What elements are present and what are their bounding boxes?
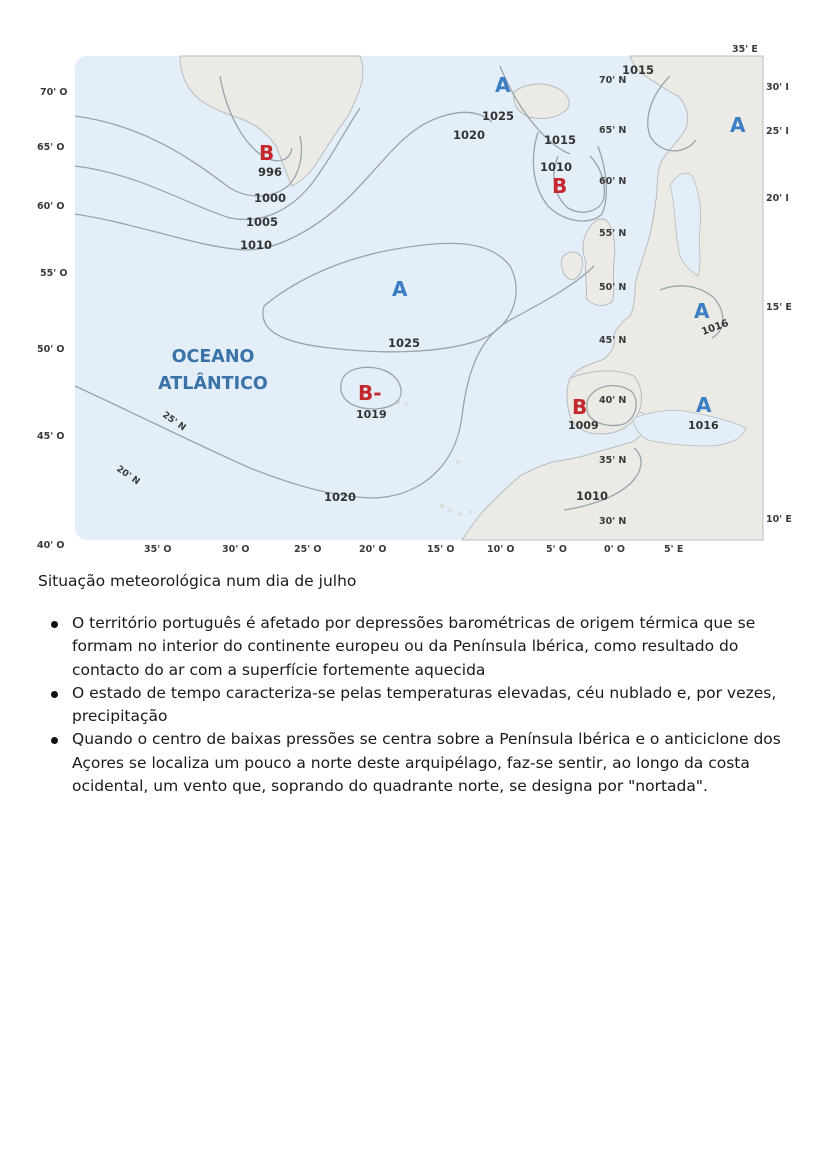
lat-label: 55' O <box>40 268 68 279</box>
high-pressure-symbol: A <box>694 299 710 323</box>
lon-label-right: 15' E <box>766 302 792 313</box>
isobar-value: 1015 <box>622 63 655 77</box>
isobar-value: 1025 <box>482 109 515 123</box>
isobar-value: 996 <box>258 165 283 179</box>
canary-island <box>458 512 462 516</box>
lat-label-inner: 40' N <box>599 395 627 406</box>
lat-label: 65' O <box>37 142 65 153</box>
high-pressure-symbol: A <box>392 277 408 301</box>
canary-island <box>448 508 452 512</box>
bullet-list <box>38 612 798 798</box>
lon-label: 0' O <box>604 544 625 555</box>
lon-label-right: 30' I <box>766 82 789 93</box>
bullet-dot-icon <box>51 621 58 628</box>
lat-label: 40' O <box>37 540 65 551</box>
lat-label-inner: 65' N <box>599 125 627 136</box>
lat-label: 50' O <box>37 344 65 355</box>
weather-map <box>30 36 802 560</box>
ocean-label-line2: ATLÂNTICO <box>158 374 268 394</box>
lon-label: 5' O <box>546 544 567 555</box>
isobar-value: 1025 <box>388 336 421 350</box>
low-pressure-symbol: B- <box>358 381 382 405</box>
lat-label-inner: 50' N <box>599 282 627 293</box>
lon-label-right: 10' E <box>766 514 792 525</box>
lon-label: 20' O <box>359 544 387 555</box>
bullet-item <box>38 612 798 682</box>
isobar-value: 1020 <box>453 128 486 142</box>
lon-label: 10' O <box>487 544 515 555</box>
isobar-value: 1000 <box>254 191 287 205</box>
bullet-text: O estado de tempo caracteriza-se pelas temperaturas elevadas, céu nublado e, por vezes, precipitação <box>72 683 777 726</box>
low-pressure-symbol: B <box>259 141 275 165</box>
bullet-dot-icon <box>51 691 58 698</box>
low-pressure-value: 1019 <box>356 408 387 421</box>
lon-label: 30' O <box>222 544 250 555</box>
high-pressure-symbol: A <box>495 73 511 97</box>
bullet-item <box>38 682 798 729</box>
azores-island <box>404 402 407 405</box>
isobar-value: 1020 <box>324 490 357 504</box>
bullet-dot-icon <box>51 737 58 744</box>
bullet-item <box>38 728 798 798</box>
lon-label-right: 35' E <box>732 44 758 55</box>
isobar-value: 1010 <box>576 489 609 503</box>
lat-label-inner: 55' N <box>599 228 627 239</box>
map-caption: Situação meteorológica num dia de julho <box>38 572 357 590</box>
lat-label: 45' O <box>37 431 65 442</box>
lon-label: 15' O <box>427 544 455 555</box>
lat-label-inner: 30' N <box>599 516 627 527</box>
diagonal-lat-label: 25' N <box>160 410 188 434</box>
isobar-value: 1015 <box>544 133 577 147</box>
isobar-value: 1010 <box>240 238 273 252</box>
bullet-text: Quando o centro de baixas pressões se centra sobre a Península lbérica e o anticiclone dos Açores se localiza um pouco a norte deste arquipélago, faz-se sentir, ao longo da costa ocidental, um vento que, soprando do quadrante norte, se designa por "nortada". <box>72 730 781 796</box>
canary-island <box>468 510 471 513</box>
lat-label-inner: 70' N <box>599 75 627 86</box>
bullet-text: O território português é afetado por depressões barométricas de origem térmica que se formam no interior do continente europeu ou da Península lbérica, como resultado do contacto do ar com a superfície fortemente aquecida <box>72 614 756 679</box>
high-pressure-symbol: A <box>696 393 712 417</box>
diagonal-lat-label: 20' N <box>114 464 142 488</box>
high-pressure-symbol: A <box>730 113 746 137</box>
lat-label: 70' O <box>40 87 68 98</box>
lon-label: 25' O <box>294 544 322 555</box>
lat-label-inner: 45' N <box>599 335 627 346</box>
high-pressure-value: 1016 <box>688 419 719 432</box>
lon-label-right: 25' I <box>766 126 789 137</box>
low-pressure-symbol: B <box>572 395 588 419</box>
weather-map-svg <box>30 36 802 560</box>
lon-label: 35' O <box>144 544 172 555</box>
high-pressure-value: 1016 <box>700 317 731 338</box>
isobar-value: 1005 <box>246 215 279 229</box>
lat-label-inner: 35' N <box>599 455 627 466</box>
madeira-island <box>456 460 460 464</box>
lat-label-inner: 60' N <box>599 176 627 187</box>
lon-label-right: 20' I <box>766 193 789 204</box>
isobar-value: 1010 <box>540 160 573 174</box>
low-pressure-symbol: B <box>552 174 568 198</box>
ocean-label-line1: OCEANO <box>171 347 255 367</box>
lon-label: 5' E <box>664 544 684 555</box>
lat-label: 60' O <box>37 201 65 212</box>
low-pressure-value: 1009 <box>568 419 599 432</box>
canary-island <box>440 504 444 508</box>
